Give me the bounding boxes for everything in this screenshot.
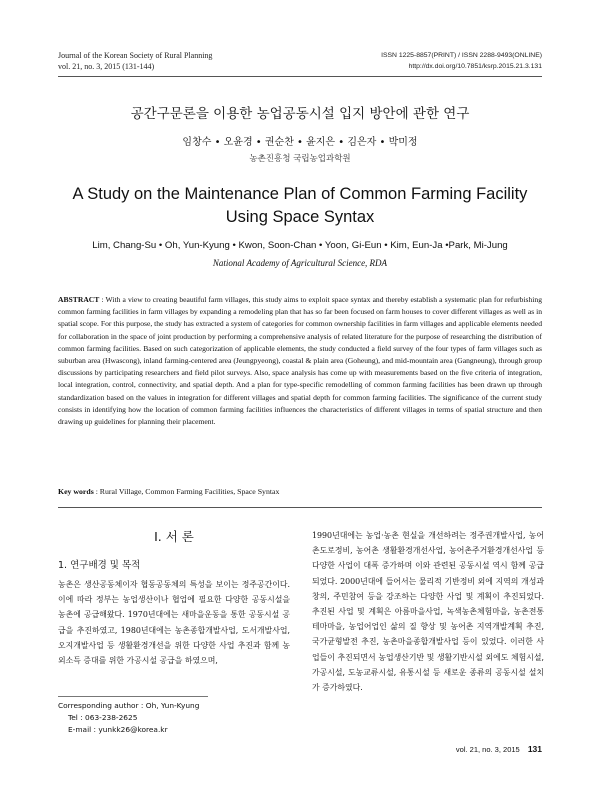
korean-affiliation: 농촌진흥청 국립농업과학원 <box>249 154 351 164</box>
page-footer <box>456 744 542 754</box>
footnote-divider <box>58 696 208 697</box>
right-column <box>312 528 544 695</box>
abstract <box>58 294 542 428</box>
english-title-line2: Using Space Syntax <box>225 208 375 226</box>
subsection-heading: 1. 연구배경 및 목적 <box>58 560 141 571</box>
keywords-text: : Rural Village, Common Farming Facilities, Space Syntax <box>95 487 280 496</box>
issn: ISSN 1225-8857(PRINT) / ISSN 2288-9493(ONLINE) <box>381 52 542 59</box>
corresponding-email[interactable]: E-mail : yunkk26@korea.kr <box>68 725 168 734</box>
english-authors: Lim, Chang-Su • Oh, Yun-Kyung • Kwon, Soon-Chan • Yoon, Gi-Eun • Kim, Eun-Ja •Park, Mi-Jung <box>92 240 508 251</box>
abstract-label: ABSTRACT <box>58 295 100 304</box>
journal-header <box>58 50 212 72</box>
page-number: 131 <box>527 744 542 754</box>
journal-identifiers <box>381 50 542 72</box>
english-title-line1: A Study on the Maintenance Plan of Common Farming Facility <box>72 185 528 203</box>
header-divider <box>58 76 542 77</box>
corresponding-author: Corresponding author : Oh, Yun-Kyung <box>58 701 200 710</box>
correspondence <box>58 700 199 736</box>
doi-link[interactable]: http://dx.doi.org/10.7851/ksrp.2015.21.3.131 <box>408 63 542 70</box>
left-body-text: 농촌은 생산공동체이자 협동공동체의 특성을 보이는 정주공간이다. 이에 따라 정부는 농업생산이나 협업에 필요한 다양한 공동시설을 농촌에 공급해왔다. 1970년대에는 새마을운동을 통한 공동시설 공급을 추진하였고, 1980년대에는 농촌종합개발사업, 도서개발사업, 오지개발사업 등 생활환경개선을 위한 다양한 사업 추진과 함께 농외소득 증대를 위한 가공시설 공급을 하였으며, <box>58 580 290 666</box>
english-title <box>0 183 600 229</box>
right-body-text: 1990년대에는 농업·농촌 현실을 개선하려는 정주권개발사업, 농어촌도로정비, 농어촌 생활환경개선사업, 농어촌주거환경개선사업 등 다양한 사업이 대폭 증가하며 이와 관련된 공동시설 역시 함께 공급되었다. 2000년대에 들어서는 물리적 기반정비 외에 지역의 개성과 창의, 주민참여 등을 강조하는 다양한 사업 및 계획이 추진되었다. 추진된 사업 및 계획은 아름마을사업, 녹색농촌체험마을, 농촌전통테마마을, 농업어업인 삶의 질 향상 및 농어촌 지역개발계획 추진, 국가균형발전 추진, 농촌마을종합개발사업 등이 있었다. 이러한 사업들이 추진되면서 농업생산기반 및 생활기반시설 외에도 체험시설, 가공시설, 도농교류시설, 유통시설 등 새로운 종류의 공동시설 설치가 증가하였다. <box>312 531 544 693</box>
left-column <box>58 525 290 668</box>
keywords-label: Key words <box>58 487 94 496</box>
corresponding-tel: Tel : 063-238-2625 <box>68 713 138 722</box>
journal-name: Journal of the Korean Society of Rural Planning <box>58 51 213 60</box>
korean-authors: 임창수 • 오윤경 • 권순찬 • 윤지은 • 김은자 • 박미정 <box>182 137 418 148</box>
footer-issue: vol. 21, no. 3, 2015 <box>455 745 520 754</box>
keywords <box>58 487 542 496</box>
keywords-divider <box>58 507 542 508</box>
abstract-text: : With a view to creating beautiful farm villages, this study aims to exploit space syntax and thereby establish a systematic plan for refurbishing common farming facilities in farm villages by expanding a remodeling plan that has so far been focused on farm houses to cover different villages as well as in spatial scope. For this purpose, the study has extracted a system of categories for common ownership facilities in farm villages and applicable elements needed for collaboration in the space of joint production by performing a comprehensive analysis of related literature for the purpose of researching the distribution of common farming facilities. Based on such categorization of applicable elements, the study conducted a field survey of the four types of farm villages such as suburban area (Hwascong), inland farming-centered area (Jeungpyeong), coastal & plain area (Goheung), and mid-mountain area (Gangneung), through group discussions by participating researchers and field pilot surveys. Also, space analysis has come up with measurements based on the five criteria of integration, local integration, control, connectivity, and spatial depth. And a plan for type-specific remodelling of common farming facilities has been drawn up through standardization based on the values in integration for different villages and spatial depth for common farming facilities. The significance of the current study consists in identifying how the location of common farming facilities influences the characteristics of different villages in terms of spatial structure and then drawing up guidelines for planning their placement. <box>58 295 542 427</box>
section-heading: Ⅰ. 서 론 <box>154 529 194 544</box>
journal-volume: vol. 21, no. 3, 2015 (131-144) <box>58 62 155 71</box>
english-affiliation: National Academy of Agricultural Science, RDA <box>212 258 388 268</box>
korean-title: 공간구문론을 이용한 농업공동시설 입지 방안에 관한 연구 <box>130 106 470 122</box>
